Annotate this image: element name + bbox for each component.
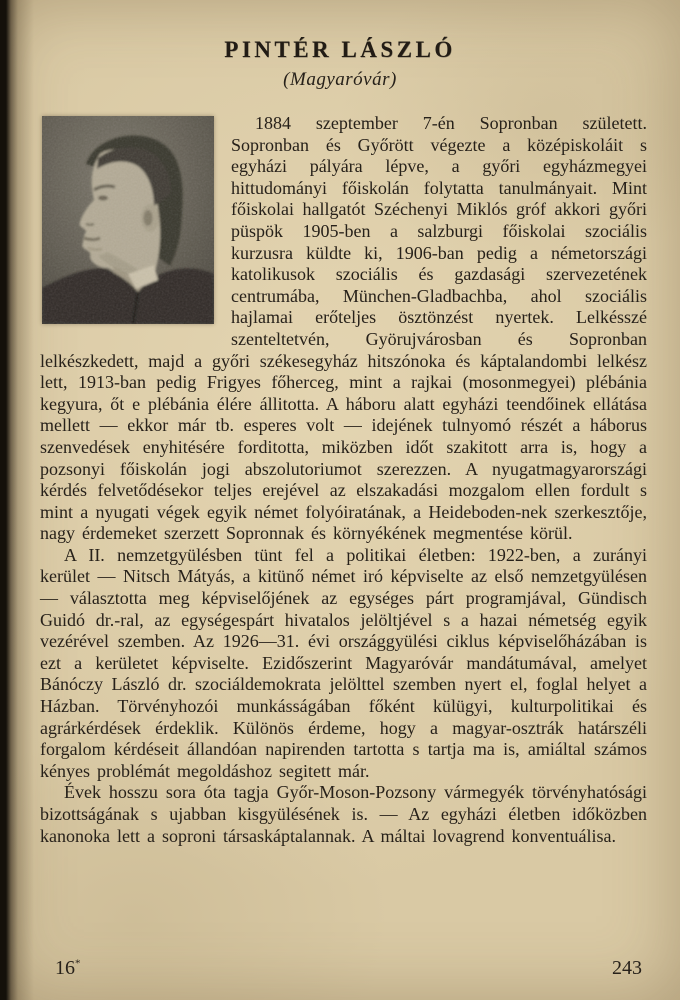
biography-paragraph-1: 1884 szeptember 7-én Sopronban született. Sopronban és Győrött végezte a középiskoláit s egyházi pályára lépve, a győri egyházmegyei hittudományi főiskolán folytatta tanulmányait. Mint főiskolai hallgatót Széchenyi Miklós gróf akkori győri püspök 1905-ben a salzburgi főiskolai szociális kurzusra küldte ki, 1906-ban pedig a németországi katolikusok szociális és gazdasági szervezetének centrumába, München-Gladbachba, ahol szociális hajlamai erőteljes ösztönzést nyertek. Lelkésszé szenteltetvén, Györujvárosban és Sopronban lelkészkedett, majd a győri székesegyház hitszónoka és káptalandombi lelkész lett, 1913-ban pedig Frigyes főherceg, mint a rajkai (mosonmegyei) plébánia kegyura, őt e plébánia élére állitotta. A háboru alatt egyházi teendőinek ellátása mellett — ekkor már tb. esperes volt — idejének tulnyomó részét a háborus szenvedések enyhitésére forditotta, miközben időt szakitott arra is, hogy a pozsonyi főiskolán jogi abszolutoriumot szerezzen. A nyugatmagyarországi kérdés felvetődésekor teljes erejével az elszakadási mozgalom ellen fordult s mint a nyugati végek egyik német folyóiratának, a Heideboden-nek szerkesztője, nagy érdemeket szerzett Sopronnak és környékének megmentése körül. [40, 113, 647, 544]
entry-title: PINTÉR LÁSZLÓ [224, 37, 456, 62]
signature-mark-asterisk: * [75, 957, 81, 970]
page-footer [55, 957, 642, 980]
portrait-photo [42, 116, 214, 324]
biography-paragraph-3: Évek hosszu sora óta tagja Győr-Moson-Pozsony vármegyék törvényhatósági bizottságának s ujabban kisgyülésének is. — Az egyházi életben időközben kanonoka lett a soproni társaskáptalannak. A máltai lovagrend konventuálisa. [40, 782, 647, 846]
page-number: 243 [612, 957, 642, 979]
entry-subtitle: (Magyaróvár) [283, 69, 397, 90]
biography-text-block [40, 113, 647, 847]
signature-mark: 16* [55, 957, 81, 979]
book-gutter-shadow [0, 0, 34, 1000]
biography-paragraph-2: A II. nemzetgyülésben tünt fel a politikai életben: 1922-ben, a zurányi kerület — Nitsch Mátyás, a kitünő német iró képviselte az első nemzetgyülésen — választotta meg képviselőjének az egységes párt programjával, Gündisch Guidó dr.-ral, az egységespárt hivatalos jelöltjével s a hazai németség egyik vezérével szemben. Az 1926—31. évi országgyülési ciklus képviselőházában is ezt a kerületet képviselte. Ezidőszerint Magyaróvár mandátumával, amelyet Bánóczy László dr. szociáldemokrata jelölttel szemben nyert el, foglal helyet a Házban. Törvényhozói munkásságában főként külügyi, kulturpolitikai és agrárkérdések érdeklik. Különös érdeme, hogy a magyar-osztrák határszéli forgalom kérdéseit állandóan napirenden tartotta s tartja ma is, amiáltal számos kényes problémát megoldáshoz segitett már. [40, 544, 647, 781]
portrait-photo-image [42, 116, 214, 324]
entry-header [0, 0, 680, 91]
